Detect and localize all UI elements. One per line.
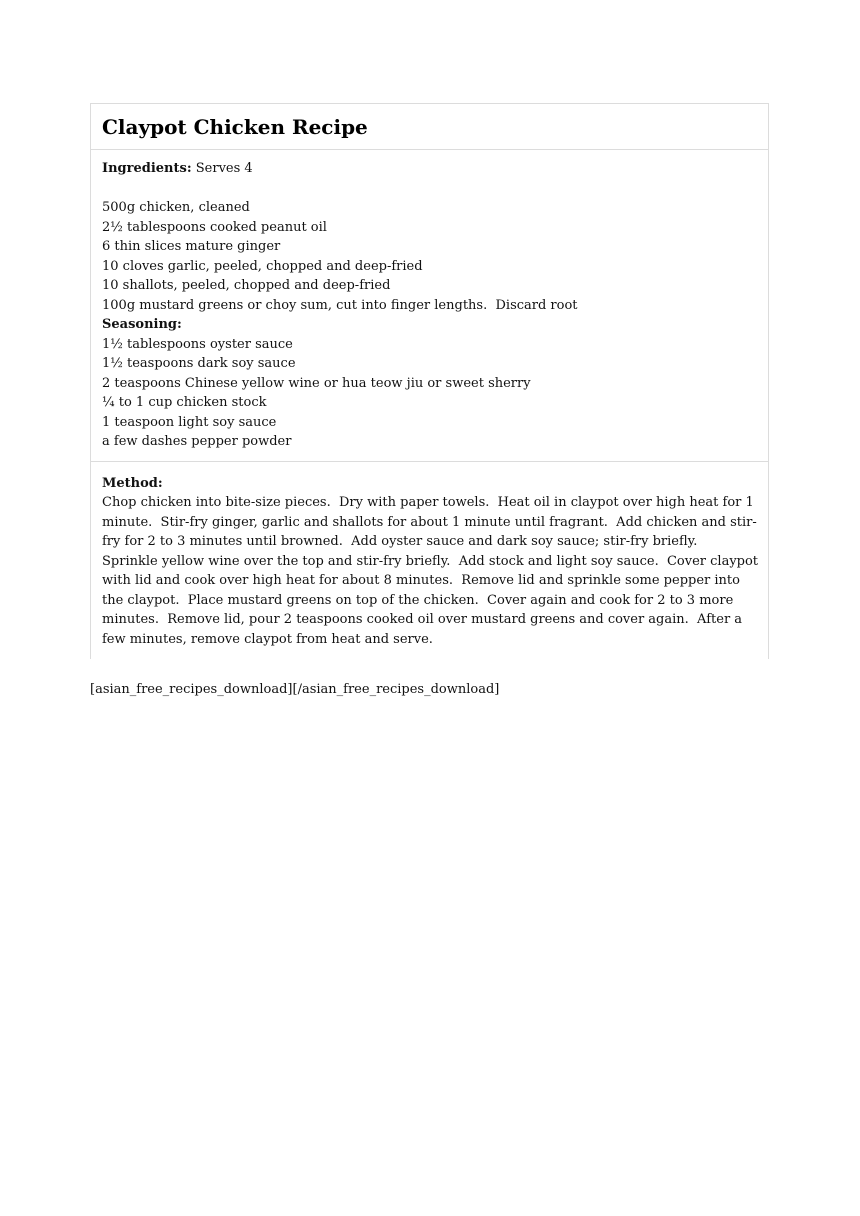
- method-line: minutes. Remove lid, pour 2 teaspoons cooked oil over mustard greens and cover again. After a: [102, 612, 743, 627]
- ingredients-label: Ingredients:: [102, 161, 192, 176]
- method-section: [91, 462, 768, 660]
- ingredient-item: 100g mustard greens or choy sum, cut into finger lengths. Discard root: [102, 297, 578, 313]
- method-line: Sprinkle yellow wine over the top and stir-fry briefly. Add stock and light soy sauce. Cover claypot: [102, 553, 759, 569]
- spacer: [102, 179, 757, 199]
- title-section: [91, 104, 768, 150]
- ingredient-item: 10 cloves garlic, peeled, chopped and deep-fried: [102, 258, 423, 274]
- seasoning-item: 2 teaspoons Chinese yellow wine or hua teow jiu or sweet sherry: [102, 375, 531, 391]
- method-line: fry for 2 to 3 minutes until browned. Add oyster sauce and dark soy sauce; stir-fry briefly.: [102, 534, 698, 549]
- ingredient-item: 2½ tablespoons cooked peanut oil: [102, 219, 327, 235]
- seasoning-item: 1 teaspoon light soy sauce: [102, 414, 277, 430]
- download-shortcode: [asian_free_recipes_download][/asian_free_recipes_download]: [90, 682, 500, 697]
- ingredient-item: 6 thin slices mature ginger: [102, 239, 281, 254]
- method-line: minute. Stir-fry ginger, garlic and shallots for about 1 minute until fragrant. Add chicken and stir-: [102, 514, 757, 530]
- seasoning-item: 1½ teaspoons dark soy sauce: [102, 356, 296, 371]
- method-label: Method:: [102, 475, 163, 491]
- seasoning-label: Seasoning:: [102, 317, 182, 332]
- serves-text: Serves 4: [195, 161, 253, 176]
- ingredients-section: [91, 150, 768, 462]
- recipe-title: Claypot Chicken Recipe: [102, 115, 368, 139]
- seasoning-item: 1½ tablespoons oyster sauce: [102, 336, 293, 352]
- recipe-card: [90, 103, 769, 659]
- method-line: with lid and cook over high heat for about 8 minutes. Remove lid and sprinkle some pepper into: [102, 573, 740, 588]
- ingredient-item: 500g chicken, cleaned: [102, 200, 250, 215]
- method-line: the claypot. Place mustard greens on top of the chicken. Cover again and cook for 2 to 3 more: [102, 592, 734, 608]
- ingredient-item: 10 shallots, peeled, chopped and deep-fried: [102, 278, 391, 293]
- method-line: few minutes, remove claypot from heat and serve.: [102, 631, 433, 647]
- seasoning-item: ¼ to 1 cup chicken stock: [102, 395, 267, 410]
- method-line: Chop chicken into bite-size pieces. Dry with paper towels. Heat oil in claypot over high heat for 1: [102, 495, 754, 510]
- ingredients-header: [102, 159, 757, 179]
- seasoning-item: a few dashes pepper powder: [102, 434, 292, 449]
